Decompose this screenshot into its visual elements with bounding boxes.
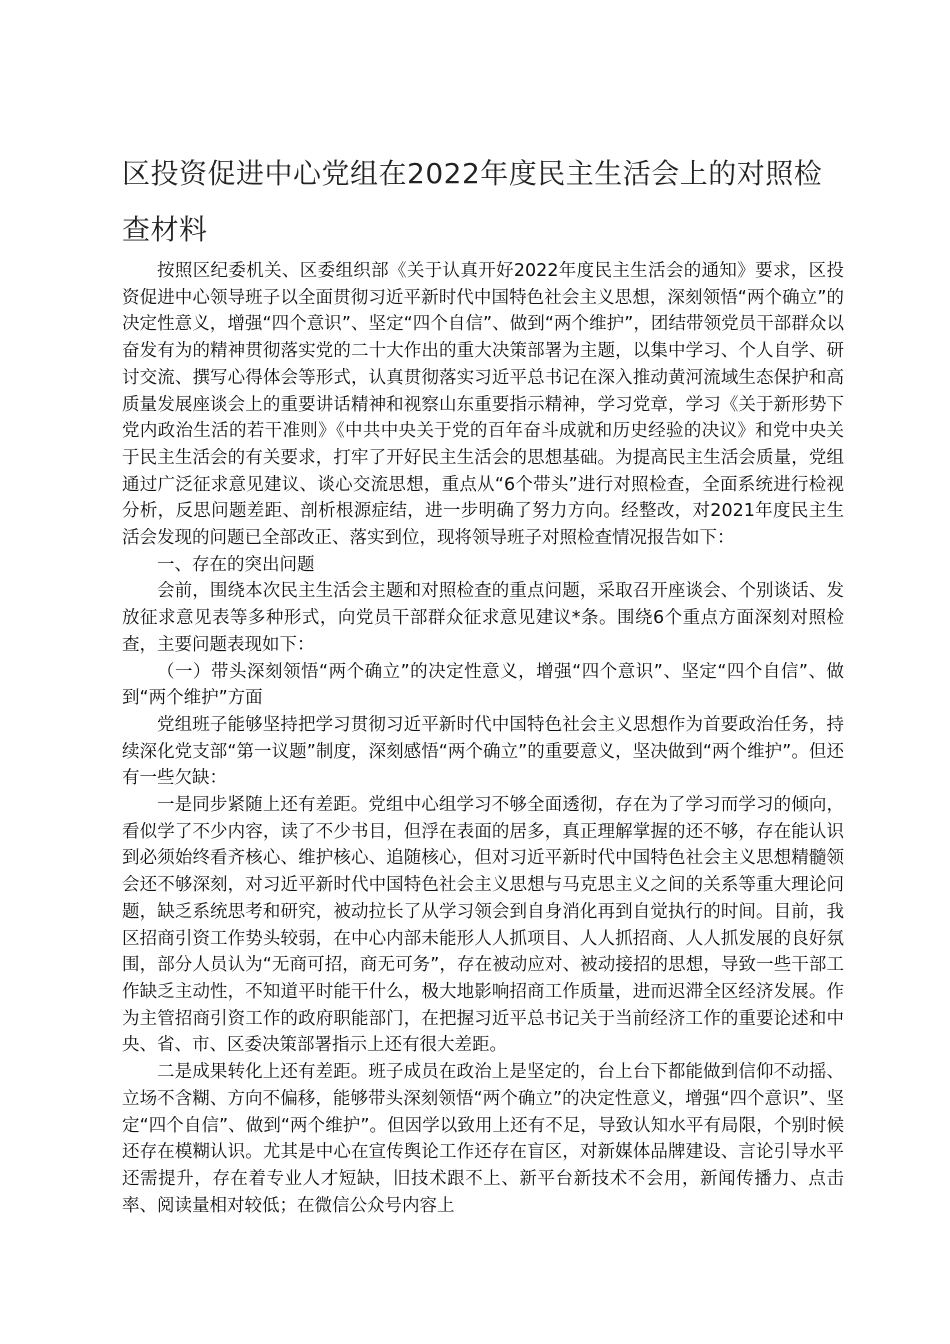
document-title: 区投资促进中心党组在2022年度民主生活会上的对照检查材料 bbox=[122, 157, 823, 246]
point-2-paragraph: 二是成果转化上还有差距。班子成员在政治上是坚定的，台上台下都能做到信仰不动摇、立场不含糊、方向不偏移，能够带头深刻领悟“两个确立”的决定性意义，增强“四个意识”、坚定“四个自信”、做到“两个维护”。但因学以致用上还有不足，导致认知水平有局限，个别时候还存在模糊认识。尤其是中心在宣传舆论工作还存在盲区，对新媒体品牌建设、言论引导水平还需提升，存在着专业人才短缺，旧技术跟不上、新平台新技术不会用，新闻传播力、点击率、阅读量相对较低；在微信公众号内容上 bbox=[122, 1062, 844, 1216]
section1-intro-paragraph: 会前，围绕本次民主生活会主题和对照检查的重点问题，采取召开座谈会、个别谈话、发放征求意见表等多种形式，向党员干部群众征求意见建议*条。围绕6个重点方面深刻对照检查，主要问题表现如下： bbox=[122, 581, 844, 655]
subsection-heading-1: （一）带头深刻领悟“两个确立”的决定性意义，增强“四个意识”、坚定“四个自信”、做到“两个维护”方面 bbox=[122, 661, 844, 709]
document-body bbox=[122, 258, 844, 1219]
section-heading-1: 一、存在的突出问题 bbox=[157, 554, 315, 575]
intro-paragraph: 按照区纪委机关、区委组织部《关于认真开好2022年度民主生活会的通知》要求，区投资促进中心领导班子以全面贯彻习近平新时代中国特色社会主义思想，深刻领悟“两个确立”的决定性意义，增强“四个意识”、坚定“四个自信”、做到“两个维护”，团结带领党员干部群众以奋发有为的精神贯彻落实党的二十大作出的重大决策部署为主题，以集中学习、个人自学、研讨交流、撰写心得体会等形式，认真贯彻落实习近平总书记在深入推动黄河流域生态保护和高质量发展座谈会上的重要讲话精神和视察山东重要指示精神，学习党章，学习《关于新形势下党内政治生活的若干准则》《中共中央关于党的百年奋斗成就和历史经验的决议》和党中央关于民主生活会的有关要求，打牢了开好民主生活会的思想基础。为提高民主生活会质量，党组通过广泛征求意见建议、谈心交流思想，重点从“6个带头”进行对照检查，全面系统进行检视分析，反思问题差距、剖析根源症结，进一步明确了努力方向。经整改，对2021年度民主生活会发现的问题已全部改正、落实到位，现将领导班子对照检查情况报告如下： bbox=[122, 261, 844, 549]
point-1-paragraph: 一是同步紧随上还有差距。党组中心组学习不够全面透彻，存在为了学习而学习的倾向，看似学了不少内容，读了不少书目，但浮在表面的居多，真正理解掌握的还不够，存在能认识到必须始终看齐核心、维护核心、追随核心，但对习近平新时代中国特色社会主义思想精髓领会还不够深刻，对习近平新时代中国特色社会主义思想与马克思主义之间的关系等重大理论问题，缺乏系统思考和研究，被动拉长了从学习领会到自身消化再到自觉执行的时间。目前，我区招商引资工作势头较弱，在中心内部未能形人人抓项目、人人抓招商、人人抓发展的良好氛围，部分人员认为“无商可招，商无可务”，存在被动应对、被动接招的思想，导致一些干部工作缺乏主动性，不知道平时能干什么，极大地影响招商工作质量，进而迟滞全区经济发展。作为主管招商引资工作的政府职能部门，在把握习近平总书记关于当前经济工作的重要论述和中央、省、市、区委决策部署指示上还有很大差距。 bbox=[122, 795, 844, 1056]
subsection1-intro-paragraph: 党组班子能够坚持把学习贯彻习近平新时代中国特色社会主义思想作为首要政治任务，持续深化党支部“第一议题”制度，深刻感悟“两个确立”的重要意义，坚决做到“两个维护”。但还有一些欠缺： bbox=[122, 714, 844, 789]
